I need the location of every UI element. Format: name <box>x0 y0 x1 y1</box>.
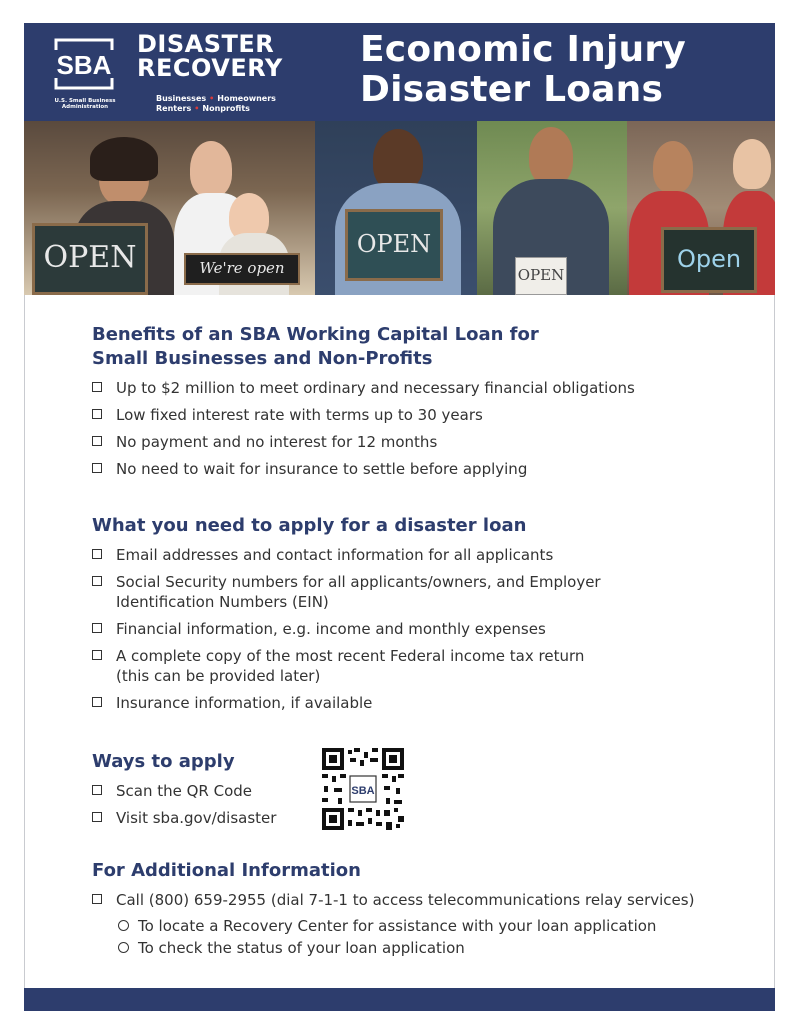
person-head <box>529 127 573 185</box>
apply-list <box>92 781 312 828</box>
benefits-heading-line2: Small Businesses and Non-Profits <box>92 348 433 369</box>
list-item-text: Scan the QR Code <box>116 782 253 800</box>
open-sign: Open <box>661 227 757 293</box>
program-title <box>137 32 297 80</box>
checkbox-icon <box>92 697 102 707</box>
list-item-text: Low fixed interest rate with terms up to 30 years <box>116 406 483 424</box>
info-section <box>92 859 732 958</box>
person-head <box>733 139 771 189</box>
audience-list: Businesses • Homeowners Renters • Nonprofits <box>156 94 276 113</box>
photo-garden-worker <box>477 121 627 295</box>
info-heading: For Additional Information <box>92 860 361 881</box>
list-item <box>92 545 652 565</box>
list-item-text: Financial information, e.g. income and monthly expenses <box>116 620 546 638</box>
were-open-sign: We're open <box>184 253 300 285</box>
benefits-list <box>92 378 732 479</box>
info-list <box>92 890 732 910</box>
contact-phone-text: Call (800) 659-2955 (dial 7-1-1 to access telecommunications relay services) <box>116 891 695 909</box>
audience-businesses: Businesses <box>156 94 207 103</box>
sub-list-item-text: To check the status of your loan application <box>138 939 465 957</box>
page-title <box>360 30 770 110</box>
list-item <box>92 572 652 612</box>
photo-restaurant-staff <box>24 121 315 295</box>
circle-bullet-icon <box>118 920 129 931</box>
list-item <box>92 459 732 479</box>
program-title-line2: RECOVERY <box>137 54 283 82</box>
checkbox-icon <box>92 436 102 446</box>
photo-strip <box>24 121 775 295</box>
open-sign: OPEN <box>32 223 148 295</box>
page-title-line1: Economic Injury <box>360 29 686 70</box>
sub-list-item <box>116 916 732 936</box>
apply-heading: Ways to apply <box>92 751 235 772</box>
requirements-section <box>92 514 652 713</box>
info-sublist <box>116 916 732 958</box>
benefits-heading <box>92 323 732 371</box>
agency-name: U.S. Small Business Administration <box>54 98 116 110</box>
sba-logo-text: SBA <box>56 50 112 80</box>
sba-logo <box>48 36 120 92</box>
list-item <box>92 890 732 910</box>
list-item <box>92 378 732 398</box>
benefits-heading-line1: Benefits of an SBA Working Capital Loan for <box>92 324 539 345</box>
checkbox-icon <box>92 623 102 633</box>
footer-bar <box>24 988 775 1011</box>
person-head <box>653 141 693 193</box>
photo-cafe-staff <box>627 121 775 295</box>
circle-bullet-icon <box>118 942 129 953</box>
checkbox-icon <box>92 549 102 559</box>
list-item-text: Visit sba.gov/disaster <box>116 809 277 827</box>
requirements-heading: What you need to apply for a disaster loan <box>92 515 527 536</box>
audience-renters: Renters <box>156 104 192 113</box>
audience-nonprofits: Nonprofits <box>202 104 250 113</box>
list-item <box>92 808 312 828</box>
apply-section <box>92 750 312 828</box>
person-head <box>190 141 232 197</box>
checkbox-icon <box>92 463 102 473</box>
list-item-text: No need to wait for insurance to settle before applying <box>116 460 528 478</box>
checkbox-icon <box>92 409 102 419</box>
open-sign: OPEN <box>345 209 443 281</box>
sub-list-item <box>116 938 732 958</box>
program-title-line1: DISASTER <box>137 30 275 58</box>
list-item-text: No payment and no interest for 12 months <box>116 433 438 451</box>
page-title-line2: Disaster Loans <box>360 69 664 110</box>
open-sign: OPEN <box>515 257 567 295</box>
list-item <box>92 405 732 425</box>
list-item <box>92 693 652 713</box>
list-item <box>92 619 652 639</box>
list-item-text: Social Security numbers for all applicants/owners, and Employer Identification Numbers (EIN) <box>116 573 601 611</box>
qr-code[interactable] <box>322 748 404 830</box>
qr-logo-text: SBA <box>351 785 375 797</box>
checkbox-icon <box>92 894 102 904</box>
sub-list-item-text: To locate a Recovery Center for assistance with your loan application <box>138 917 657 935</box>
list-item <box>92 432 732 452</box>
benefits-section <box>92 323 732 479</box>
person-hair <box>90 137 158 181</box>
list-item-text: A complete copy of the most recent Federal income tax return (this can be provided later) <box>116 647 585 685</box>
checkbox-icon <box>92 785 102 795</box>
list-item-text: Up to $2 million to meet ordinary and necessary financial obligations <box>116 379 635 397</box>
checkbox-icon <box>92 812 102 822</box>
list-item-text: Email addresses and contact information for all applicants <box>116 546 554 564</box>
requirements-list <box>92 545 652 713</box>
checkbox-icon <box>92 650 102 660</box>
photo-shop-owner <box>315 121 477 295</box>
list-item-text: Insurance information, if available <box>116 694 373 712</box>
person-head <box>373 129 423 191</box>
audience-homeowners: Homeowners <box>217 94 276 103</box>
list-item <box>92 646 616 686</box>
checkbox-icon <box>92 382 102 392</box>
checkbox-icon <box>92 576 102 586</box>
list-item <box>92 781 312 801</box>
